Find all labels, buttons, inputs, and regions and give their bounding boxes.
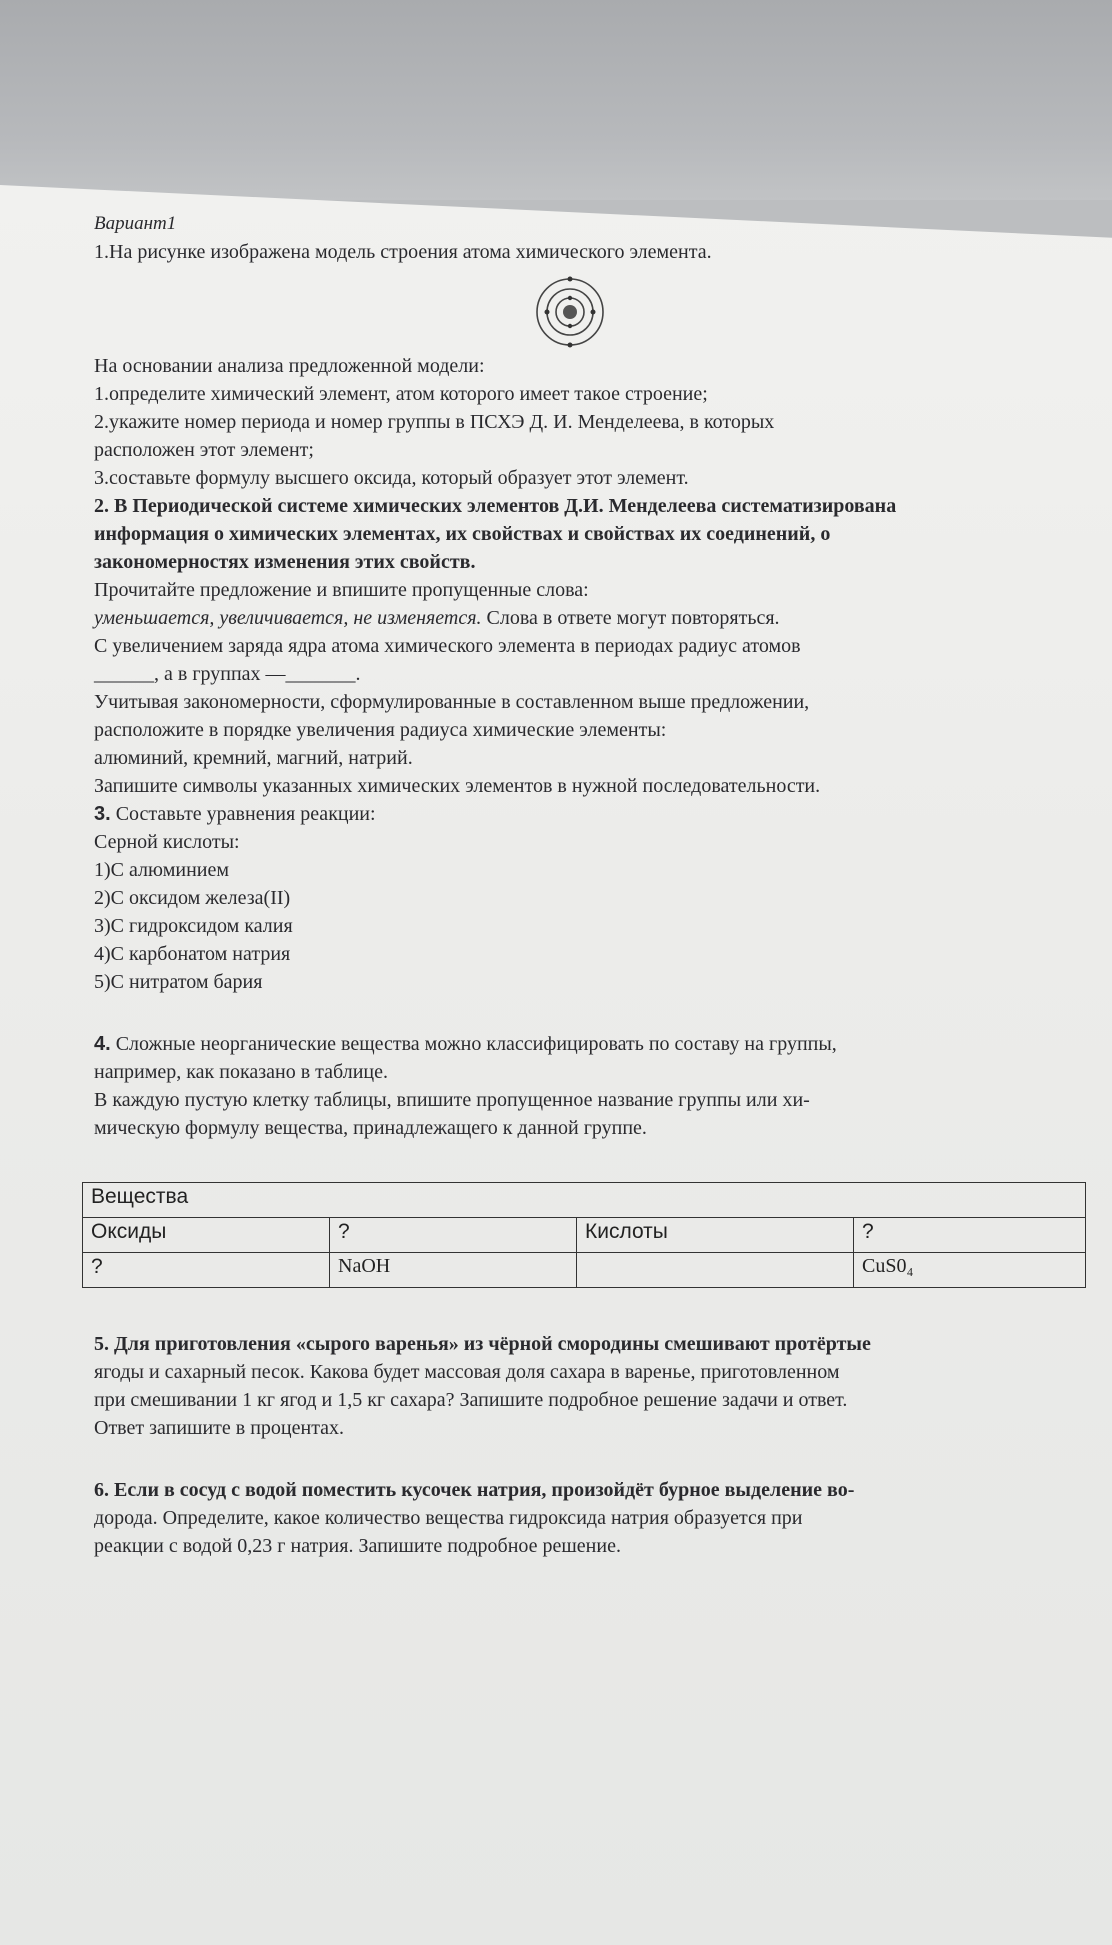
table-cell: Кислоты: [577, 1218, 854, 1253]
task2-line: информация о химических элементах, их свойствах и свойствах их соединений, о: [94, 523, 831, 545]
task5-line: ягоды и сахарный песок. Какова будет массовая доля сахара в варенье, приготовленном: [94, 1361, 840, 1383]
task2-sentence: С увеличением заряда ядра атома химического элемента в периодах радиус атомов: [94, 635, 801, 657]
table-cell: NaOH: [330, 1253, 577, 1288]
atom-model-icon: [530, 272, 610, 352]
task3-item: 3)С гидроксидом калия: [94, 915, 293, 937]
task2-words-italic: уменьшается, увеличивается, не изменяется.: [94, 607, 482, 629]
task2-word-options: [94, 604, 1054, 632]
task6-line: 6. Если в сосуд с водой поместить кусочек натрия, произойдёт бурное выделение во-: [94, 1479, 855, 1501]
task2-blank-line: ______, а в группах —_______.: [94, 663, 361, 685]
table-cell: ?: [330, 1218, 577, 1253]
task5-line: при смешивании 1 кг ягод и 1,5 кг сахара? Запишите подробное решение задачи и ответ.: [94, 1389, 848, 1411]
task4-line: В каждую пустую клетку таблицы, впишите пропущенное название группы или хи-: [94, 1089, 810, 1111]
task2-line: расположите в порядке увеличения радиуса химические элементы:: [94, 719, 667, 741]
table-row: [83, 1253, 1086, 1288]
substances-table: [82, 1182, 1086, 1288]
table-cell: [577, 1253, 854, 1288]
table-cell: Оксиды: [83, 1218, 330, 1253]
table-cell: ?: [83, 1253, 330, 1288]
task5-line: Ответ запишите в процентах.: [94, 1417, 345, 1439]
task1-item: 3.составьте формулу высшего оксида, который образует этот элемент.: [94, 467, 689, 489]
task3-number: 3.: [94, 803, 111, 825]
task3-item: 4)С карбонатом натрия: [94, 943, 291, 965]
table-cell: ?: [854, 1218, 1086, 1253]
task1-item: 2.укажите номер периода и номер группы в ПСХЭ Д. И. Менделеева, в которых: [94, 411, 775, 433]
task4-first-line: [94, 1030, 1054, 1058]
table-header-row: [83, 1183, 1086, 1218]
task2-line: 2. В Периодической системе химических элементов Д.И. Менделеева систематизирована: [94, 495, 897, 517]
task1-item: 1.определите химический элемент, атом которого имеет такое строение;: [94, 383, 708, 405]
task3-title-text: Составьте уравнения реакции:: [110, 803, 376, 825]
task3-title: [94, 800, 1054, 828]
task1-item: расположен этот элемент;: [94, 439, 314, 461]
table-header-cell: Вещества: [83, 1183, 1086, 1218]
table-row: [83, 1218, 1086, 1253]
task2-line: алюминий, кремний, магний, натрий.: [94, 747, 413, 769]
task2-line: закономерностях изменения этих свойств.: [94, 551, 476, 573]
task3-item: 5)С нитратом бария: [94, 971, 263, 993]
task2-line: Учитывая закономерности, сформулированные в составленном выше предложении,: [94, 691, 810, 713]
task2-line: Прочитайте предложение и впишите пропущенные слова:: [94, 579, 589, 601]
task5-line: 5. Для приготовления «сырого варенья» из чёрной смородины смешивают протёртые: [94, 1333, 871, 1355]
background-desk: [0, 0, 1112, 200]
task6-line: реакции с водой 0,23 г натрия. Запишите подробное решение.: [94, 1535, 621, 1557]
variant-label: Вариант1: [94, 213, 177, 234]
table-cell: CuS0₄: [854, 1253, 1086, 1288]
task4-line: например, как показано в таблице.: [94, 1061, 388, 1083]
task3-item: 1)С алюминием: [94, 859, 230, 881]
task3-subtitle: Серной кислоты:: [94, 831, 240, 853]
task4-number: 4.: [94, 1033, 111, 1055]
task4-line: мическую формулу вещества, принадлежащего к данной группе.: [94, 1117, 647, 1139]
task2-words-note: Слова в ответе могут повторяться.: [481, 607, 780, 629]
task6-line: дорода. Определите, какое количество вещества гидроксида натрия образуется при: [94, 1507, 803, 1529]
task4-first-text: Сложные неорганические вещества можно классифицировать по составу на группы,: [110, 1033, 837, 1055]
task1-intro: На основании анализа предложенной модели:: [94, 355, 485, 377]
atom-model-figure: [94, 266, 1054, 352]
worksheet: [91, 210, 1054, 1560]
task3-item: 2)С оксидом железа(II): [94, 887, 291, 909]
task2-line: Запишите символы указанных химических элементов в нужной последовательности.: [94, 775, 821, 797]
task1-title: 1.На рисунке изображена модель строения атома химического элемента.: [94, 241, 712, 263]
